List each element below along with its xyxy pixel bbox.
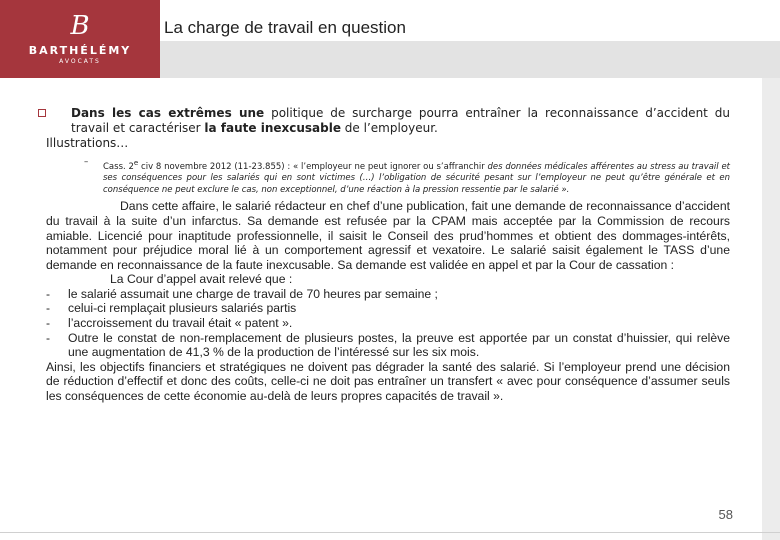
- bullet-text-1: politique de surcharge pourra entraîner la reconnaissance d’accident du travail et caractériser: [71, 106, 730, 135]
- firm-logo: [0, 0, 160, 78]
- list-item: [46, 287, 730, 302]
- citation-normal: civ 8 novembre 2012 (11-23.855) : « l’employeur ne peut ignorer ou s’affranchir: [138, 161, 488, 172]
- list-item-text: celui-ci remplaçait plusieurs salariés partis: [68, 301, 297, 316]
- right-sidebar-band: [762, 78, 780, 540]
- cour-paragraph: La Cour d’appel avait relevé que :: [110, 272, 293, 287]
- logo-name: BARTHÉLÉMY: [28, 44, 132, 57]
- citation-italic: des données médicales afférentes au stress au travail et ses conséquences pour les salariés qui en sont victimes (…) l’obligation de sécurité pesant sur l’employeur ne peut qu’être générale et en conséquence ne peut exclure le cas, non exceptionnel, d’une réaction à la pression ressentie par le salarié ».: [103, 161, 730, 195]
- list-item-text: le salarié assumait une charge de travail de 70 heures par semaine ;: [68, 286, 438, 301]
- list-item-text: l’accroissement du travail était « patent ».: [68, 316, 293, 331]
- bullet-bold-prefix: Dans les cas extrêmes une: [71, 106, 265, 120]
- citation-dash: –: [84, 157, 89, 167]
- citation-ref: Cass. 2: [103, 161, 134, 172]
- list-marker: -: [46, 286, 51, 301]
- slide-title: La charge de travail en question: [164, 18, 406, 37]
- case-citation: [46, 157, 730, 196]
- affaire-paragraph: Dans cette affaire, le salarié rédacteur en chef d’une publication, fait une demande de reconnaissance d’accident du travail à la suite d’un infarctus. Sa demande est refusée par la CPAM mais acceptée par la Commission de recours amiable. Licencié pour inaptitude professionnelle, il saisit le Conseil des prud’hommes et obtient des dommages-intérêts, notamment pour préjudice moral lié à un comportement agressif et vexatoire. Le salarié saisit également le TASS d’une demande en reconnaissance de la faute inexcusable. Sa demande est validée en appel et par la Cour de cassation :: [46, 199, 730, 272]
- bullet-text-2: de l’employeur.: [340, 121, 438, 135]
- ainsi-paragraph: Ainsi, les objectifs financiers et stratégiques ne doivent pas dégrader la santé des salarié. Si l’employeur prend une décision de réduction d’effectif et donc des coûts, celle-ci ne doit pas entraîner un transfert « avec pour conséquence d’assumer seuls les conséquences de cette économie au-delà de leurs propres capacités de travail ».: [46, 359, 730, 404]
- header-band: [160, 41, 780, 78]
- page-number: 58: [718, 507, 733, 522]
- list-marker: -: [46, 330, 51, 345]
- checkbox-bullet-icon: [38, 109, 46, 117]
- list-item: [46, 301, 730, 316]
- list-item: [46, 331, 730, 360]
- footer-divider: [0, 532, 780, 533]
- logo-subtitle: AVOCATS: [59, 58, 101, 65]
- bullet-point: [46, 106, 730, 136]
- list-marker: -: [46, 301, 51, 316]
- logo-mark: B: [70, 11, 90, 41]
- slide-content: [46, 106, 730, 404]
- list-item: [46, 316, 730, 331]
- list-item-text: Outre le constat de non-remplacement de plusieurs postes, la preuve est apportée par un constat d’huissier, qui relève une augmentation de 41,3 % de la production de l’intéressé sur les six mois.: [68, 330, 730, 360]
- illustrations-heading: Illustrations…: [46, 136, 129, 150]
- bullet-bold-middle: la faute inexcusable: [204, 121, 341, 135]
- citation-sup: e: [133, 158, 139, 167]
- list-marker: -: [46, 316, 51, 331]
